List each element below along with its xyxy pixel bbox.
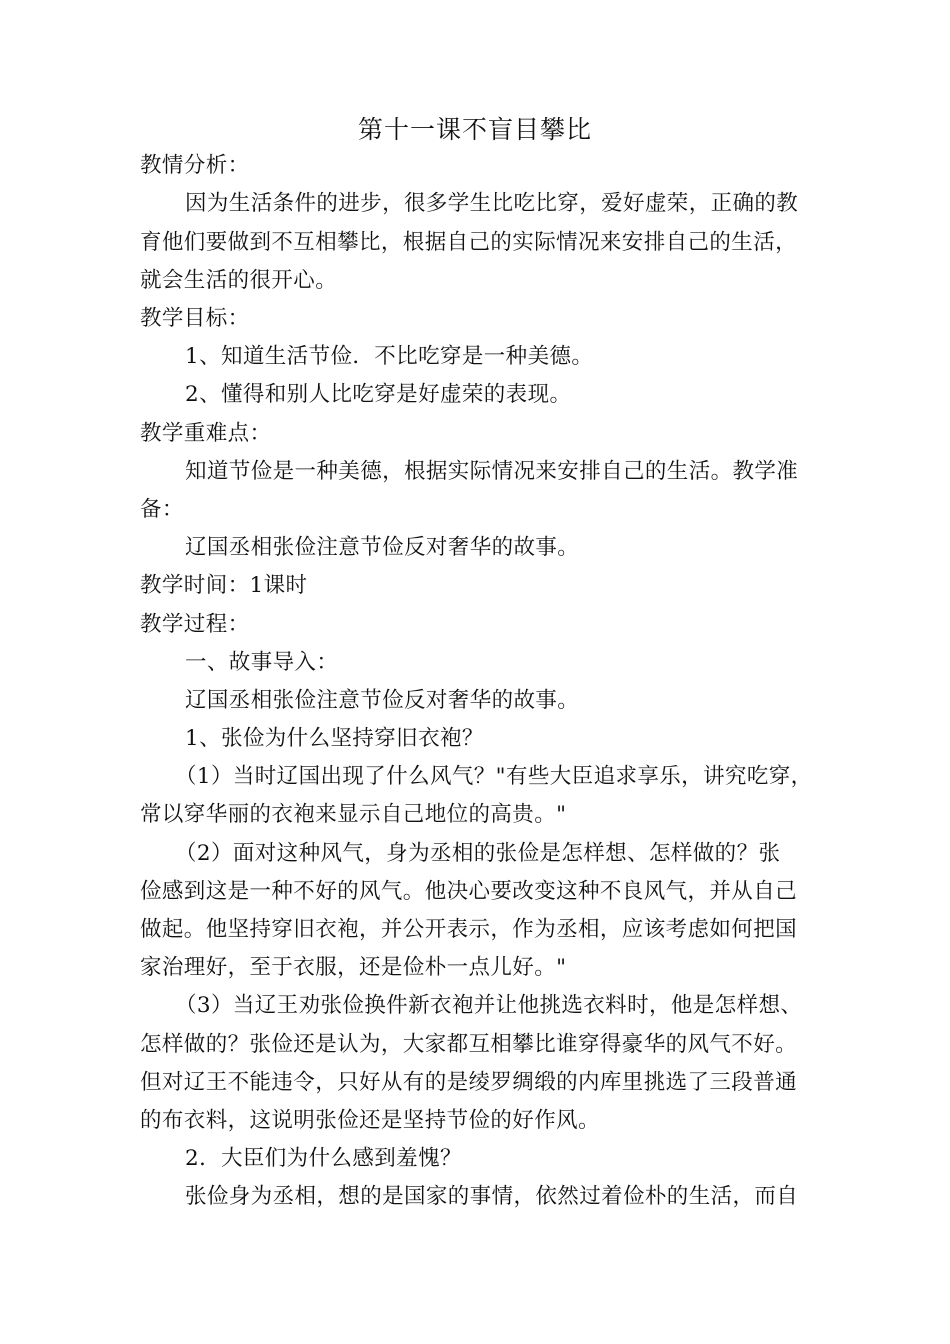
paragraph-line: 知道节俭是一种美德，根据实际情况来安排自己的生活。教学准 — [185, 459, 799, 484]
paragraph-line: 辽国丞相张俭注意节俭反对奢华的故事。 — [185, 688, 580, 713]
list-item: 1、知道生活节俭．不比吃穿是一种美德。 — [185, 344, 594, 369]
paragraph-line: 张俭身为丞相，想的是国家的事情，依然过着俭朴的生活，而自 — [185, 1184, 799, 1209]
document-title: 第十一课不盲目攀比 — [357, 115, 592, 144]
section-heading-keypoints: 教学重难点： — [140, 421, 272, 446]
paragraph-line: 就会生活的很开心。 — [140, 268, 338, 293]
paragraph-line: 因为生活条件的进步，很多学生比吃比穿，爱好虚荣，正确的教 — [185, 191, 799, 216]
section-heading-analysis: 教情分析： — [140, 153, 250, 178]
section-heading-process: 教学过程： — [140, 612, 250, 637]
paragraph-line: 辽国丞相张俭注意节俭反对奢华的故事。 — [185, 535, 580, 560]
question-heading: 2．大臣们为什么感到羞愧？ — [185, 1146, 462, 1171]
paragraph-line: （1）当时辽国出现了什么风气？"有些大臣追求享乐，讲究吃穿， — [175, 764, 813, 789]
section-heading-goals: 教学目标： — [140, 306, 250, 331]
paragraph-line: 做起。他坚持穿旧衣袍，并公开表示，作为丞相，应该考虑如何把国 — [140, 917, 798, 942]
paragraph-line: 但对辽王不能违令，只好从有的是绫罗绸缎的内库里挑选了三段普通 — [140, 1070, 798, 1095]
subsection-heading: 一、故事导入： — [185, 650, 339, 675]
paragraph-line: （2）面对这种风气，身为丞相的张俭是怎样想、怎样做的？张 — [175, 841, 781, 866]
paragraph-line: 育他们要做到不互相攀比，根据自己的实际情况来安排自己的生活， — [140, 230, 798, 255]
question-heading: 1、张俭为什么坚持穿旧衣袍？ — [185, 726, 484, 751]
paragraph-line: （3）当辽王劝张俭换件新衣袍并让他挑选衣料时，他是怎样想、 — [175, 993, 803, 1018]
section-heading-time: 教学时间：1课时 — [140, 573, 308, 598]
paragraph-line: 怎样做的？张俭还是认为，大家都互相攀比谁穿得豪华的风气不好。 — [140, 1032, 798, 1057]
paragraph-line: 家治理好，至于衣服，还是俭朴一点儿好。" — [140, 955, 567, 980]
paragraph-line: 俭感到这是一种不好的风气。他决心要改变这种不良风气，并从自己 — [140, 879, 798, 904]
paragraph-line: 备： — [140, 497, 184, 522]
paragraph-line: 的布衣料，这说明张俭还是坚持节俭的好作风。 — [140, 1108, 600, 1133]
list-item: 2、懂得和别人比吃穿是好虚荣的表现。 — [185, 382, 572, 407]
paragraph-line: 常以穿华丽的衣袍来显示自己地位的高贵。" — [140, 802, 567, 827]
